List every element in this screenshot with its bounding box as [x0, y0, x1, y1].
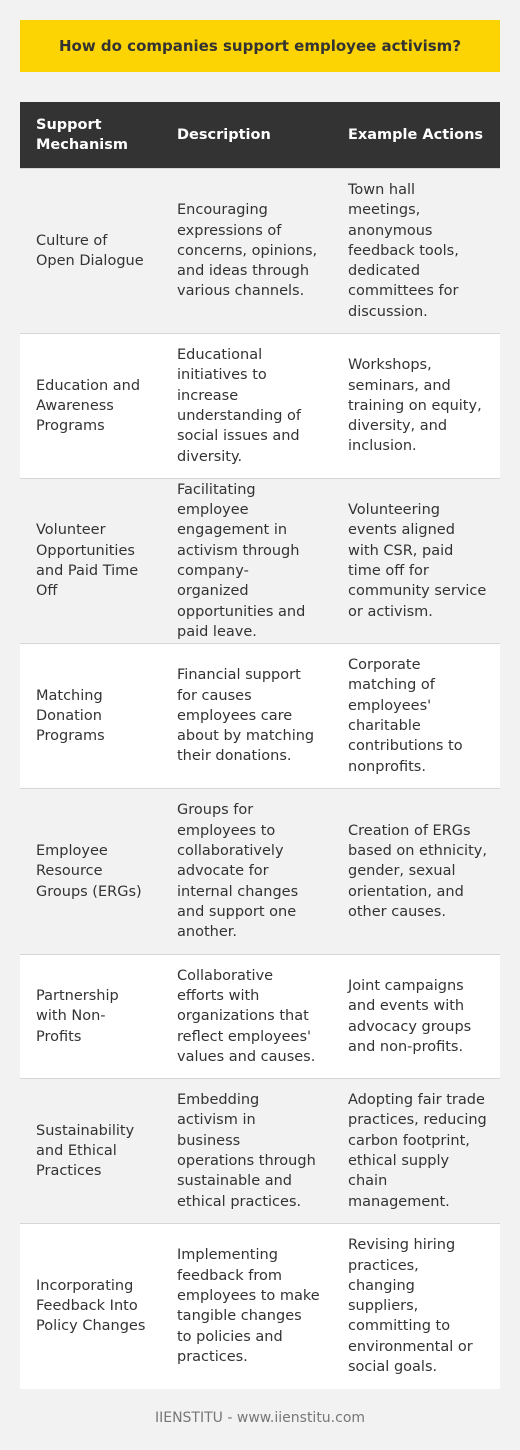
column-header-mechanism: Support Mechanism [20, 102, 161, 169]
page-title: How do companies support employee activism? [58, 37, 462, 55]
description-cell: Educational initiatives to increase understanding of social issues and diversity. [161, 334, 332, 479]
examples-cell: Corporate matching of employees' charitable contributions to nonprofits. [332, 644, 500, 789]
table-header-row [20, 102, 500, 169]
examples-cell: Workshops, seminars, and training on equity, diversity, and inclusion. [332, 334, 500, 479]
examples-cell: Adopting fair trade practices, reducing carbon footprint, ethical supply chain management. [332, 1079, 500, 1224]
table-row [20, 1079, 500, 1224]
description-cell: Encouraging expressions of concerns, opinions, and ideas through various channels. [161, 169, 332, 334]
description-cell: Facilitating employee engagement in activism through company-organized opportunities and paid leave. [161, 479, 332, 644]
column-header-examples: Example Actions [332, 102, 500, 169]
description-cell: Embedding activism in business operations through sustainable and ethical practices. [161, 1079, 332, 1224]
mechanism-cell: Education and Awareness Programs [20, 334, 161, 479]
description-cell: Financial support for causes employees care about by matching their donations. [161, 644, 332, 789]
title-banner [20, 20, 500, 72]
table-row [20, 644, 500, 789]
description-cell: Groups for employees to collaboratively advocate for internal changes and support one another. [161, 789, 332, 955]
mechanism-cell: Incorporating Feedback Into Policy Changes [20, 1224, 161, 1389]
examples-cell: Town hall meetings, anonymous feedback tools, dedicated committees for discussion. [332, 169, 500, 334]
mechanism-cell: Partnership with Non-Profits [20, 955, 161, 1079]
examples-cell: Volunteering events aligned with CSR, paid time off for community service or activism. [332, 479, 500, 644]
table-row [20, 789, 500, 955]
mechanism-cell: Employee Resource Groups (ERGs) [20, 789, 161, 955]
examples-cell: Joint campaigns and events with advocacy groups and non-profits. [332, 955, 500, 1079]
description-cell: Collaborative efforts with organizations that reflect employees' values and causes. [161, 955, 332, 1079]
table-row [20, 334, 500, 479]
footer-credit: IIENSTITU - www.iienstitu.com [154, 1410, 366, 1426]
mechanism-cell: Volunteer Opportunities and Paid Time Off [20, 479, 161, 644]
column-header-description: Description [161, 102, 332, 169]
table-row [20, 1224, 500, 1389]
table-row [20, 169, 500, 334]
mechanism-cell: Culture of Open Dialogue [20, 169, 161, 334]
mechanism-cell: Matching Donation Programs [20, 644, 161, 789]
examples-cell: Revising hiring practices, changing suppliers, committing to environmental or social goals. [332, 1224, 500, 1389]
mechanism-cell: Sustainability and Ethical Practices [20, 1079, 161, 1224]
support-table [20, 102, 500, 1389]
table-row [20, 955, 500, 1079]
description-cell: Implementing feedback from employees to make tangible changes to policies and practices. [161, 1224, 332, 1389]
table-row [20, 479, 500, 644]
examples-cell: Creation of ERGs based on ethnicity, gender, sexual orientation, and other causes. [332, 789, 500, 955]
